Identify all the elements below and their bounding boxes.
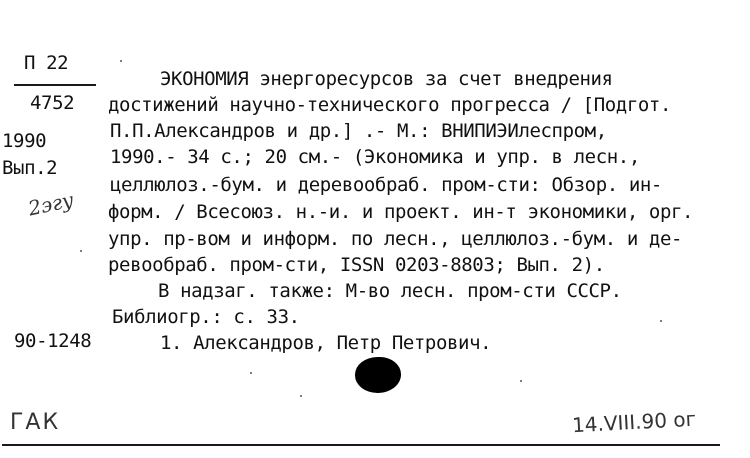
scan-speck [120,60,122,62]
class-code-underline [14,84,96,86]
record-line: П.П.Александров и др.] .- М.: ВНИПИЭИлеспром, [110,120,607,142]
scan-speck [520,380,522,382]
record-line: целлюлоз.-бум. и деревообраб. пром-сти: Обзор. ин- [110,174,662,196]
record-line: В надзаг. также: М-во лесн. пром-сти СССР. [158,280,622,302]
record-line: 1. Александров, Петр Петрович. [160,332,492,354]
record-line: достижений научно-технического прогресса / [Подгот. [108,94,671,116]
bottom-rule [2,444,720,446]
scan-speck [660,320,662,322]
record-line: упр. пр-вом и информ. по лесн., целлюлоз.-бум. и де- [108,228,683,250]
accession-number: 90-1248 [14,330,92,352]
date-stamp: 14.VIII.90 ог [571,406,697,438]
ink-blot [355,357,401,393]
record-line: ревообраб. пром-сти, ISSN 0203-8803; Вып. 2). [108,254,605,276]
record-line: Библиогр.: с. 33. [112,306,300,328]
record-line: 1990.- 34 с.; 20 см.- (Экономика и упр. в лесн., [110,146,640,168]
stamp-gak: ГАК [10,410,61,435]
year-mark: 1990 [2,130,47,152]
handwritten-mark: 2эгу [26,187,76,221]
author-mark: 4752 [30,92,75,114]
scan-speck [300,395,302,397]
issue-mark: Вып.2 [2,157,58,179]
class-code: П 22 [24,52,69,74]
scan-speck [250,372,252,374]
scan-speck [80,250,82,252]
record-line: форм. / Всесоюз. н.-и. и проект. ин-т экономики, орг. [108,201,694,223]
record-line: ЭКОНОМИЯ энергоресурсов за счет внедрения [160,68,613,90]
